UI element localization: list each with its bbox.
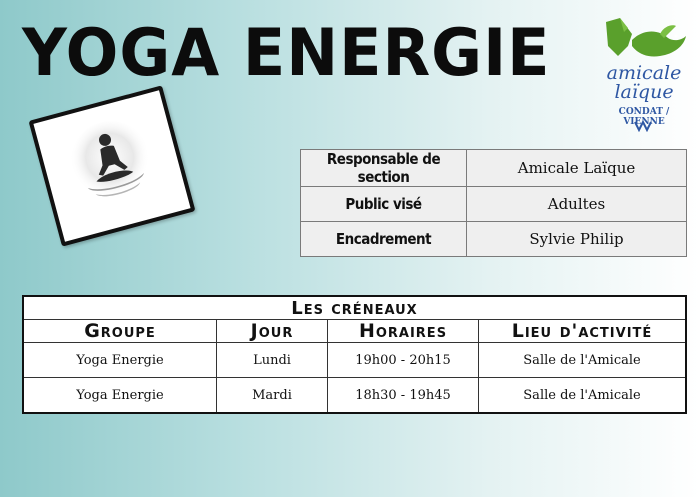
schedule-table bbox=[22, 295, 687, 414]
cell-horaires: 19h00 - 20h15 bbox=[328, 343, 479, 378]
cell-horaires: 18h30 - 19h45 bbox=[328, 378, 479, 414]
cell-lieu: Salle de l'Amicale bbox=[479, 343, 687, 378]
info-value: Adultes bbox=[467, 187, 687, 222]
info-row-responsable bbox=[301, 150, 687, 187]
info-value: Sylvie Philip bbox=[467, 222, 687, 257]
page-title: YOGA ENERGIE bbox=[22, 14, 551, 91]
column-header-jour: Jour bbox=[217, 320, 328, 343]
cell-jour: Lundi bbox=[217, 343, 328, 378]
info-label: Responsable de section bbox=[301, 150, 467, 187]
info-value: Amicale Laïque bbox=[467, 150, 687, 187]
info-label: Encadrement bbox=[301, 222, 467, 257]
logo-squiggle-icon bbox=[634, 120, 654, 132]
info-row-encadrement bbox=[301, 222, 687, 257]
info-label: Public visé bbox=[301, 187, 467, 222]
cell-groupe: Yoga Energie bbox=[23, 378, 217, 414]
meditation-figure-icon bbox=[54, 108, 169, 223]
schedule-caption: Les créneaux bbox=[23, 296, 686, 320]
column-header-lieu: Lieu d'activité bbox=[479, 320, 687, 343]
logo-text-laique: laïque bbox=[614, 81, 674, 103]
amicale-laique-logo bbox=[598, 16, 690, 136]
cell-lieu: Salle de l'Amicale bbox=[479, 378, 687, 414]
info-table bbox=[300, 149, 687, 257]
column-header-groupe: Groupe bbox=[23, 320, 217, 343]
dove-hand-icon bbox=[598, 16, 690, 66]
cell-groupe: Yoga Energie bbox=[23, 343, 217, 378]
meditation-photo bbox=[29, 85, 196, 246]
table-row bbox=[23, 343, 686, 378]
column-header-horaires: Horaires bbox=[328, 320, 479, 343]
logo-text-condat: CONDAT / VIENNE bbox=[618, 107, 670, 127]
logo-text-amicale: amicale bbox=[606, 62, 682, 84]
cell-jour: Mardi bbox=[217, 378, 328, 414]
table-row bbox=[23, 378, 686, 414]
info-row-public bbox=[301, 187, 687, 222]
schedule-header-row bbox=[23, 320, 686, 343]
